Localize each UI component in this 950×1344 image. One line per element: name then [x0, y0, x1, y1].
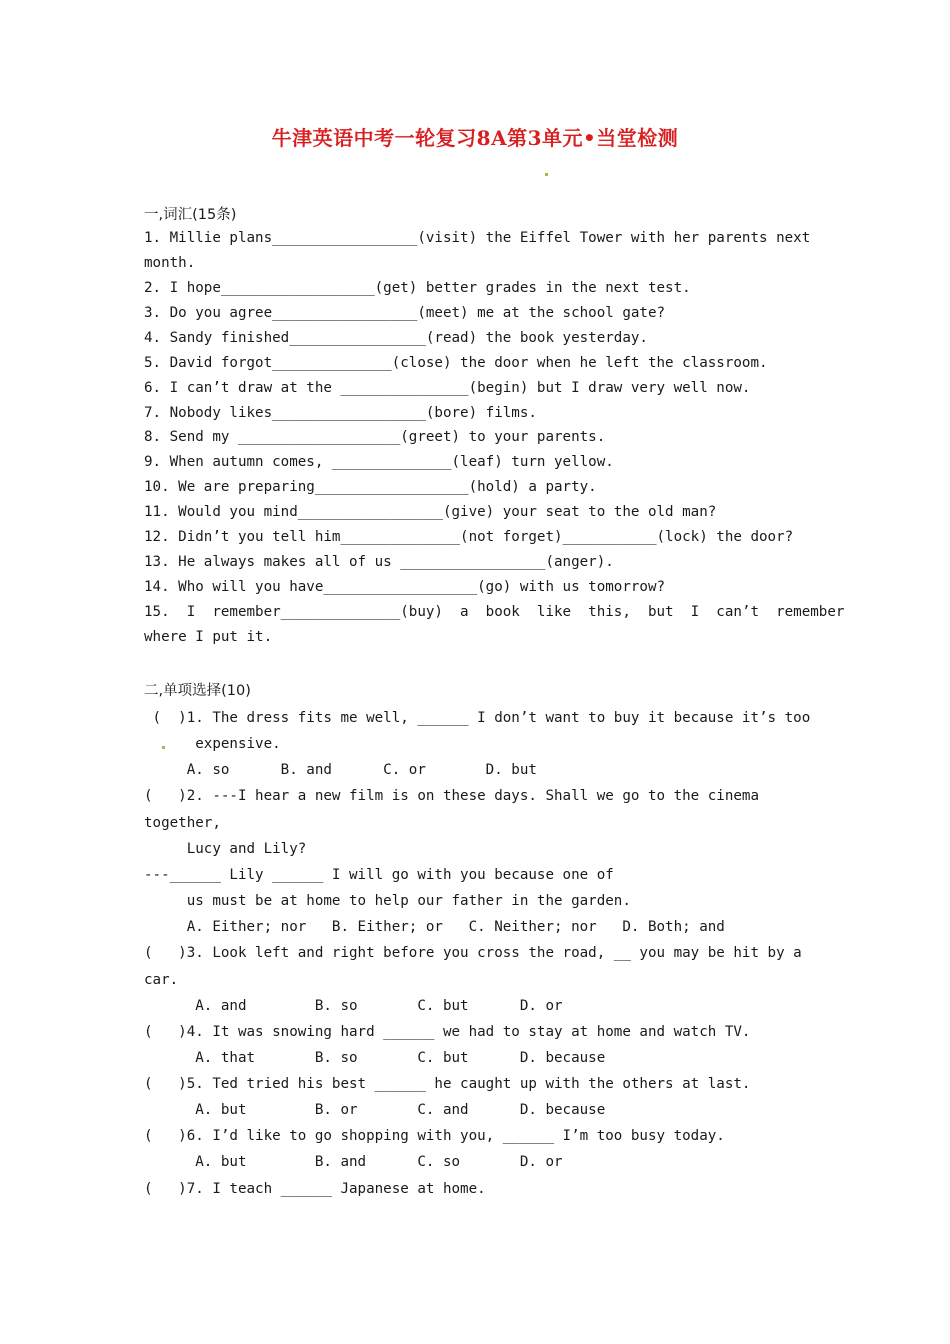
vocab-line: 5. David forgot______________(close) the door when he left the classroom.: [144, 355, 768, 371]
decorative-speck: [545, 173, 548, 176]
choice-line: ( )2. ---I hear a new film is on these days. Shall we go to the cinema: [144, 788, 759, 804]
section1-heading: 一,词汇(15条): [144, 207, 237, 223]
vocab-line: 7. Nobody likes__________________(bore) films.: [144, 405, 537, 421]
vocab-line: 4. Sandy finished________________(read) the book yesterday.: [144, 330, 648, 346]
choice-line: A. and B. so C. but D. or: [144, 998, 563, 1014]
vocab-line: 2. I hope__________________(get) better grades in the next test.: [144, 280, 691, 296]
choice-line: ( )7. I teach ______ Japanese at home.: [144, 1181, 486, 1197]
choice-line: Lucy and Lily?: [144, 841, 307, 857]
vocab-line: 9. When autumn comes, ______________(leaf) turn yellow.: [144, 454, 614, 470]
choice-line: A. but B. and C. so D. or: [144, 1154, 563, 1170]
vocab-line: 12. Didn’t you tell him______________(not forget)___________(lock) the door?: [144, 529, 794, 545]
vocab-line: 13. He always makes all of us _________________(anger).: [144, 554, 614, 570]
choice-line: A. Either; nor B. Either; or C. Neither; nor D. Both; and: [144, 919, 725, 935]
page-title: 牛津英语中考一轮复习8A第3单元•当堂检测: [271, 126, 679, 150]
vocab-line: 10. We are preparing__________________(hold) a party.: [144, 479, 597, 495]
vocab-line: 6. I can’t draw at the _______________(begin) but I draw very well now.: [144, 380, 751, 396]
choice-line: ( )5. Ted tried his best ______ he caught up with the others at last.: [144, 1076, 751, 1092]
choice-line: car.: [144, 972, 179, 988]
vocab-line: 1. Millie plans_________________(visit) the Eiffel Tower with her parents next: [144, 230, 811, 246]
choice-line: expensive.: [144, 736, 281, 752]
vocab-line: 8. Send my ___________________(greet) to your parents.: [144, 429, 606, 445]
choice-line: A. but B. or C. and D. because: [144, 1102, 606, 1118]
choice-line: A. so B. and C. or D. but: [144, 762, 537, 778]
choice-line: ( )3. Look left and right before you cross the road, __ you may be hit by a: [144, 945, 802, 961]
choice-line: ( )1. The dress fits me well, ______ I don’t want to buy it because it’s too: [144, 710, 811, 726]
section2-heading: 二,单项选择(10): [144, 683, 251, 699]
choice-line: together,: [144, 815, 221, 831]
choice-line: ( )4. It was snowing hard ______ we had to stay at home and watch TV.: [144, 1024, 751, 1040]
choice-line: ( )6. I’d like to go shopping with you, ______ I’m too busy today.: [144, 1128, 725, 1144]
vocab-line: 14. Who will you have__________________(go) with us tomorrow?: [144, 579, 666, 595]
vocab-line: where I put it.: [144, 629, 273, 645]
vocab-line: 15. I remember______________(buy) a book like this, but I can’t remember: [144, 604, 845, 620]
choice-line: us must be at home to help our father in the garden.: [144, 893, 631, 909]
vocab-line: month.: [144, 255, 196, 271]
choice-line: A. that B. so C. but D. because: [144, 1050, 606, 1066]
vocab-line: 3. Do you agree_________________(meet) me at the school gate?: [144, 305, 666, 321]
choice-line: ---______ Lily ______ I will go with you because one of: [144, 867, 614, 883]
vocab-line: 11. Would you mind_________________(give) your seat to the old man?: [144, 504, 717, 520]
